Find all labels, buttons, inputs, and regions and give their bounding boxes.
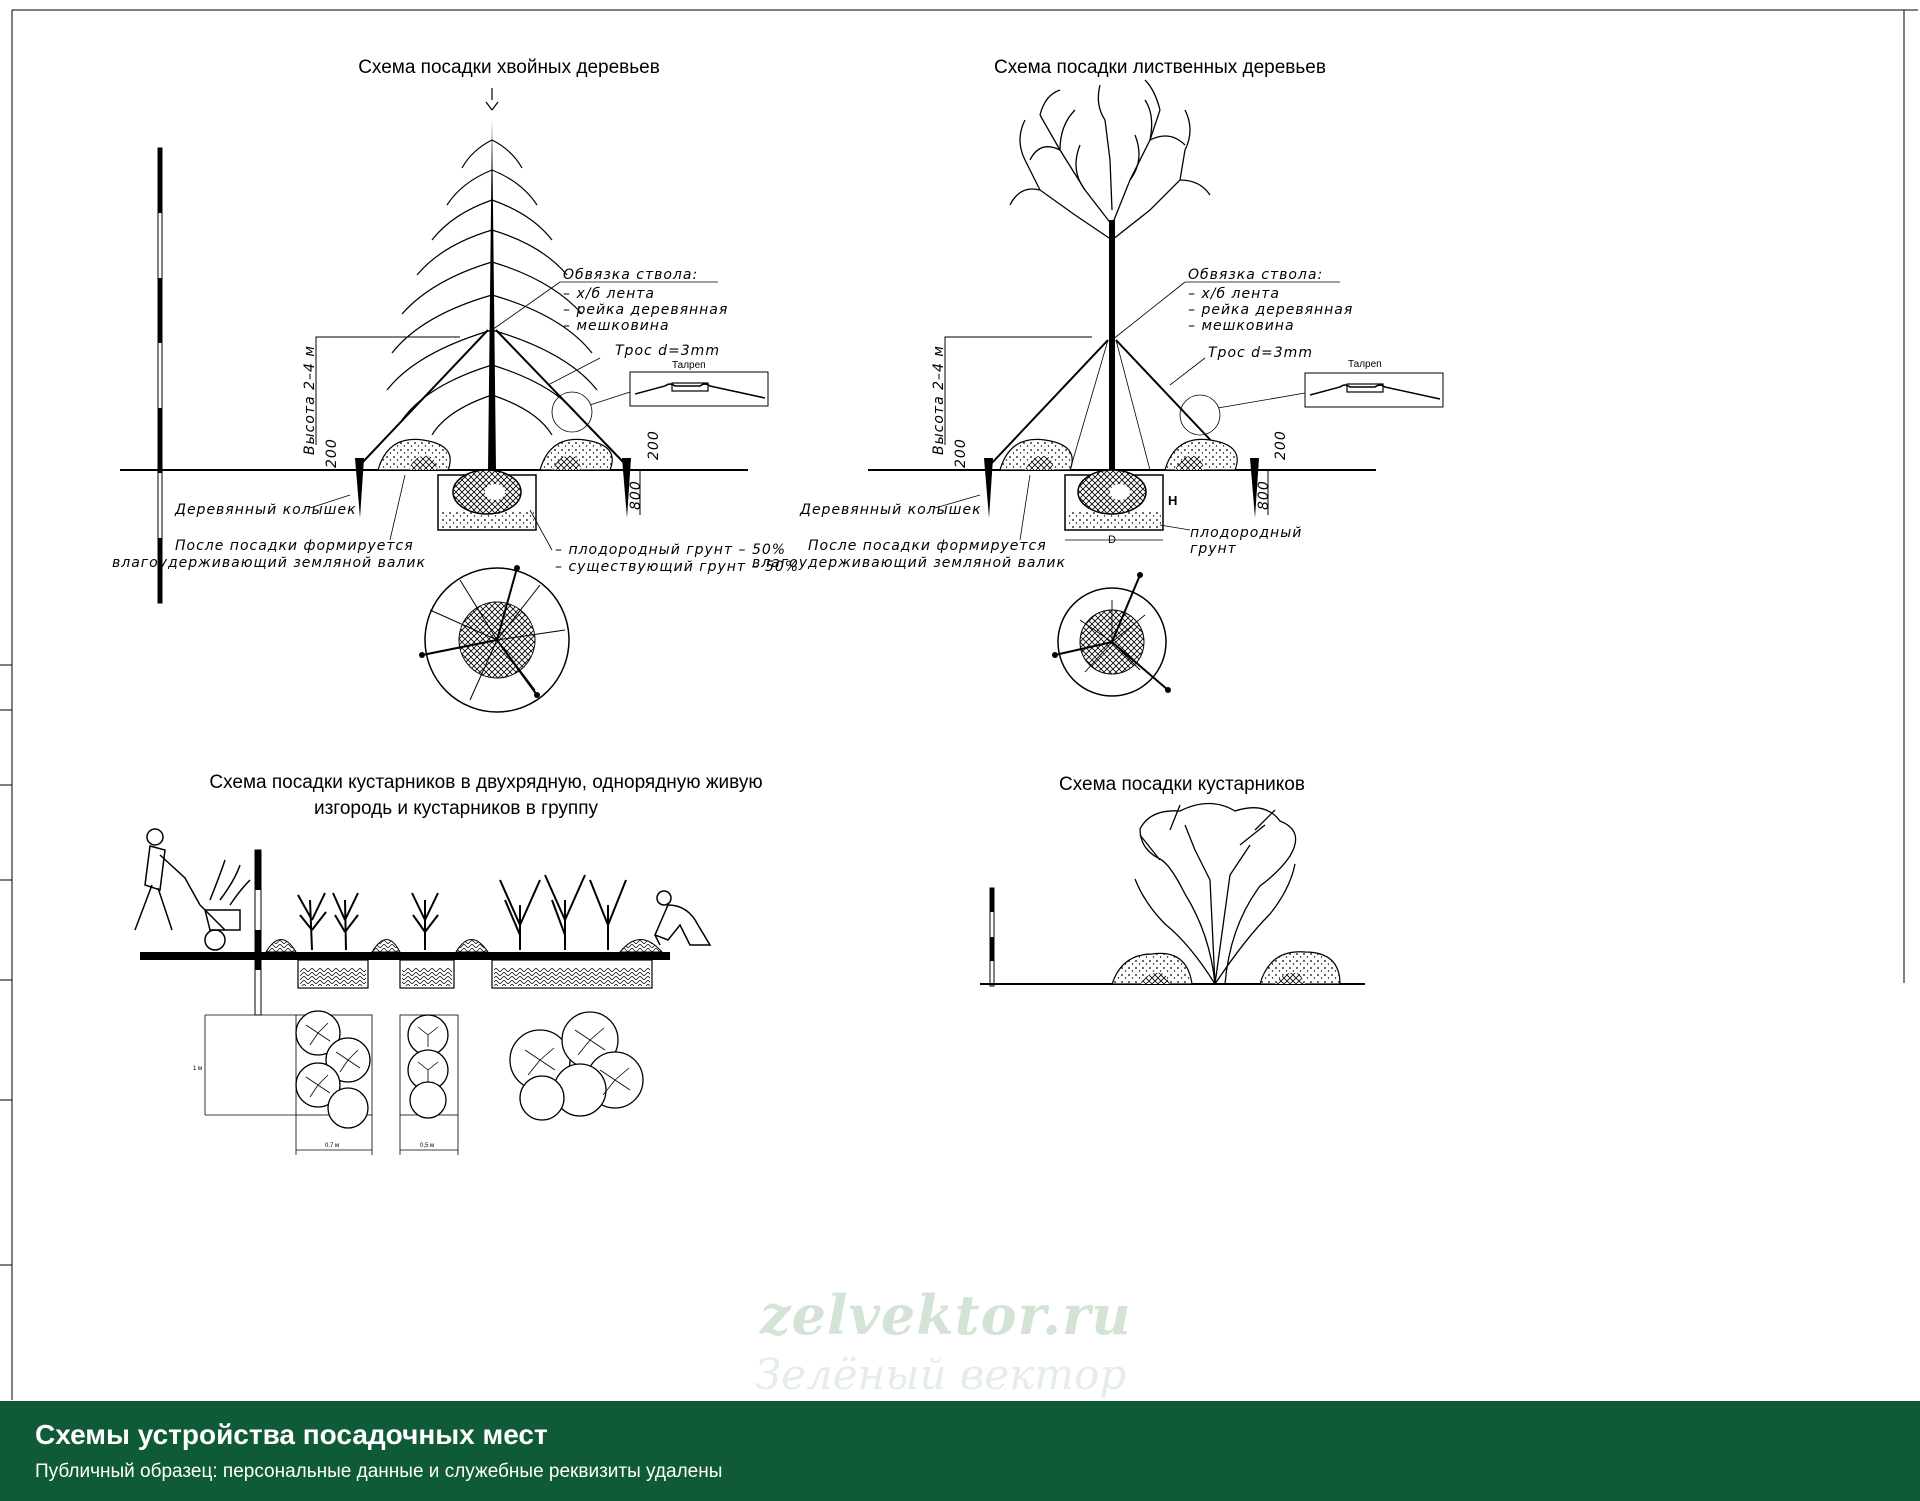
conifer-plan-view	[419, 565, 569, 712]
deciduous-binding-title: Обвязка ствола:	[1188, 267, 1324, 283]
hedge-dim-1m: 1 м	[193, 1066, 203, 1072]
conifer-turnbuckle-label: Талреп	[672, 360, 706, 371]
conifer-dim-800: 800	[628, 480, 644, 510]
footer-title: Схемы устройства посадочных мест	[35, 1419, 548, 1450]
watermark-domain: zelvektor.ru	[760, 1283, 1132, 1347]
conifer-dim-200-right: 200	[646, 430, 662, 460]
conifer-stake-label: Деревянный колышек	[175, 502, 357, 518]
conifer-title: Схема посадки хвойных деревьев	[358, 57, 660, 78]
deciduous-cable-label: Трос d=3mm	[1208, 345, 1313, 361]
conifer-binding-1: – х/б лента	[563, 286, 655, 302]
deciduous-binding-1: – х/б лента	[1188, 286, 1280, 302]
conifer-roller-1: После посадки формируется	[175, 538, 414, 554]
gardener-figure	[135, 829, 250, 950]
hedge-diagram	[135, 772, 763, 1155]
conifer-binding-3: – мешковина	[563, 318, 670, 334]
deciduous-roller-2: влагоудерживающий земляной валик	[752, 555, 1066, 571]
conifer-soil-1: – плодородный грунт – 50%	[555, 542, 787, 558]
deciduous-dim-h: Н	[1168, 493, 1178, 508]
deciduous-trunk	[1109, 220, 1115, 470]
deciduous-stake-label: Деревянный колышек	[800, 502, 982, 518]
conifer-diagram	[112, 57, 799, 712]
deciduous-crown	[1010, 80, 1210, 240]
deciduous-binding-3: – мешковина	[1188, 318, 1295, 334]
conifer-height-label: Высота 2–4 м	[302, 345, 318, 455]
deciduous-dim-d: D	[1108, 534, 1116, 546]
footer-subtitle: Публичный образец: персональные данные и служебные реквизиты удалены	[35, 1461, 723, 1482]
shrub-title: Схема посадки кустарников	[1059, 774, 1305, 795]
deciduous-plan-view	[1052, 572, 1171, 696]
sheet-frame	[0, 10, 1918, 1400]
conifer-dim-200-left: 200	[324, 438, 340, 468]
deciduous-roller-1: После посадки формируется	[808, 538, 1047, 554]
watermark-name: Зелёный вектор	[755, 1350, 1127, 1399]
hedge-plan-shrubs	[296, 1011, 643, 1128]
deciduous-title: Схема посадки лиственных деревьев	[994, 57, 1326, 78]
conifer-cable-label: Трос d=3mm	[615, 343, 720, 359]
hedge-ground	[140, 952, 670, 960]
hedge-title-line1: Схема посадки кустарников в двухрядную, однорядную живую	[209, 772, 763, 793]
hedge-shrubs	[298, 875, 626, 950]
deciduous-binding-2: – рейка деревянная	[1188, 302, 1354, 318]
conifer-binding-title: Обвязка ствола:	[563, 267, 699, 283]
conifer-soil-2: – существующий грунт – 50%	[555, 559, 800, 575]
deciduous-dim-800: 800	[1256, 480, 1272, 510]
deciduous-soil-2: грунт	[1190, 541, 1237, 557]
deciduous-turnbuckle-label: Талреп	[1348, 359, 1382, 370]
conifer-binding-2: – рейка деревянная	[563, 302, 729, 318]
deciduous-height-label: Высота 2–4 м	[931, 345, 947, 455]
conifer-scale-bar	[158, 148, 162, 603]
deciduous-turnbuckle-box	[1305, 373, 1443, 407]
deciduous-diagram	[752, 57, 1443, 696]
hedge-dim-07: 0,7 м	[325, 1143, 340, 1149]
deciduous-dim-200-right: 200	[1273, 430, 1289, 460]
hedge-title-line2: изгородь и кустарников в группу	[313, 798, 599, 819]
kneeling-figure	[655, 891, 710, 945]
deciduous-dim-200-left: 200	[953, 438, 969, 468]
deciduous-soil-1: плодородный	[1190, 525, 1303, 541]
hedge-dim-05: 0,5 м	[420, 1143, 435, 1149]
shrub-diagram	[980, 774, 1365, 986]
conifer-roller-2: влагоудерживающий земляной валик	[112, 555, 426, 571]
footer-bar	[0, 1401, 1920, 1501]
conifer-turnbuckle-box	[630, 372, 768, 406]
